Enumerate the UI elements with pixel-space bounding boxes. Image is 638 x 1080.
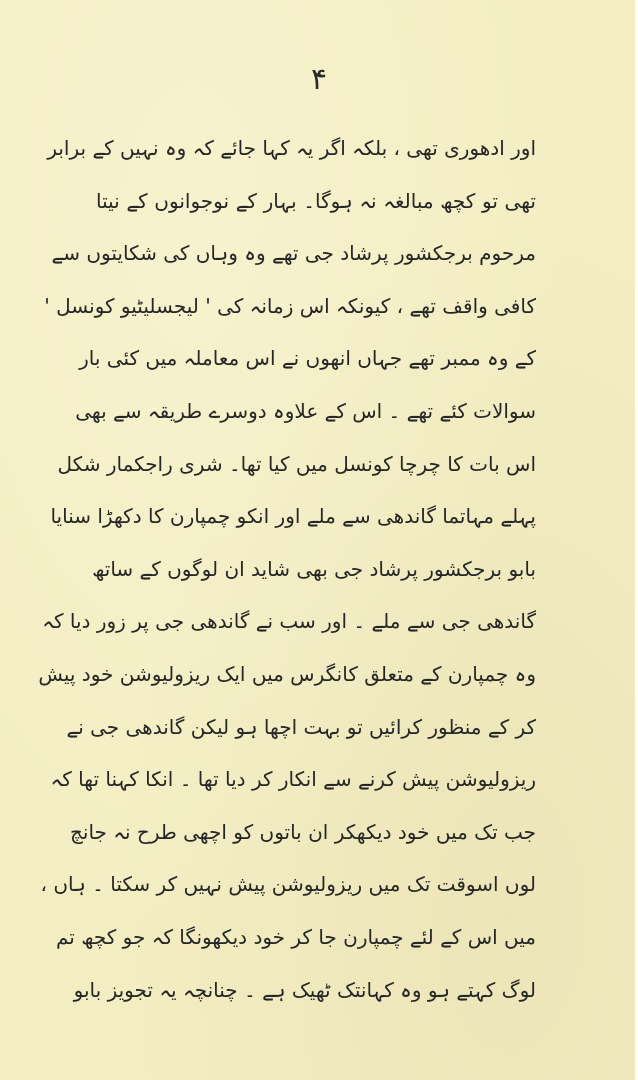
- text-line: بابو برجکشور پرشاد جی بھی شاید ان لوگوں کے ساتھ: [92, 556, 536, 581]
- text-line: کافی واقف تھے ، کیونکہ اس زمانہ کی ' لیجسلیٹیو کونسل ': [44, 293, 536, 318]
- text-line: اس بات کا چرچا کونسل میں کیا تھا۔ شری راجکمار شکل: [57, 451, 536, 476]
- page-number: ۴: [310, 62, 328, 97]
- text-line: اور ادھوری تھی ، بلکہ اگر یہ کہا جائے کہ وہ نہیں کے برابر: [47, 136, 536, 160]
- text-line: میں اس کے لئے چمپارن جا کر خود دیکھونگا کہ جو کچھ تم: [56, 924, 536, 949]
- body-text: [38, 122, 536, 1016]
- text-line: وہ چمپارن کے متعلق کانگرس میں ایک ریزولیوشن خود پیش: [38, 661, 536, 686]
- text-line: کے وہ ممبر تھے جہاں انھوں نے اس معاملہ میں کئی بار: [79, 346, 536, 371]
- text-line: گاندھی جی سے ملے ۔ اور سب نے گاندھی جی پر زور دیا کہ: [42, 609, 536, 634]
- text-line: کر کے منظور کرائیں تو بہت اچھا ہو لیکن گاندھی جی نے: [66, 714, 536, 739]
- text-line: مرحوم برجکشور پرشاد جی تھے وہ وہاں کی شکایتوں سے: [51, 241, 536, 266]
- text-line: لوں اسوقت تک میں ریزولیوشن پیش نہیں کر سکتا ۔ ہاں ،: [40, 872, 536, 897]
- text-line: ریزولیوشن پیش کرنے سے انکار کر دیا تھا ۔ انکا کہنا تھا کہ: [50, 767, 536, 792]
- text-line: لوگ کہتے ہو وہ کہانتک ٹھیک ہے ۔ چنانچہ یہ تجویز بابو: [73, 977, 536, 1002]
- text-line: تھی تو کچھ مبالغہ نہ ہوگا۔ بہار کے نوجوانوں کے نیتا: [96, 188, 536, 213]
- text-line: سوالات کئے تھے ۔ اس کے علاوہ دوسرے طریقہ سے بھی: [75, 398, 536, 423]
- text-line: جب تک میں خود دیکھکر ان باتوں کو اچھی طرح نہ جانچ: [69, 819, 536, 844]
- text-line: پہلے مہاتما گاندھی سے ملے اور انکو چمپارن کا دکھڑا سنایا: [50, 504, 536, 529]
